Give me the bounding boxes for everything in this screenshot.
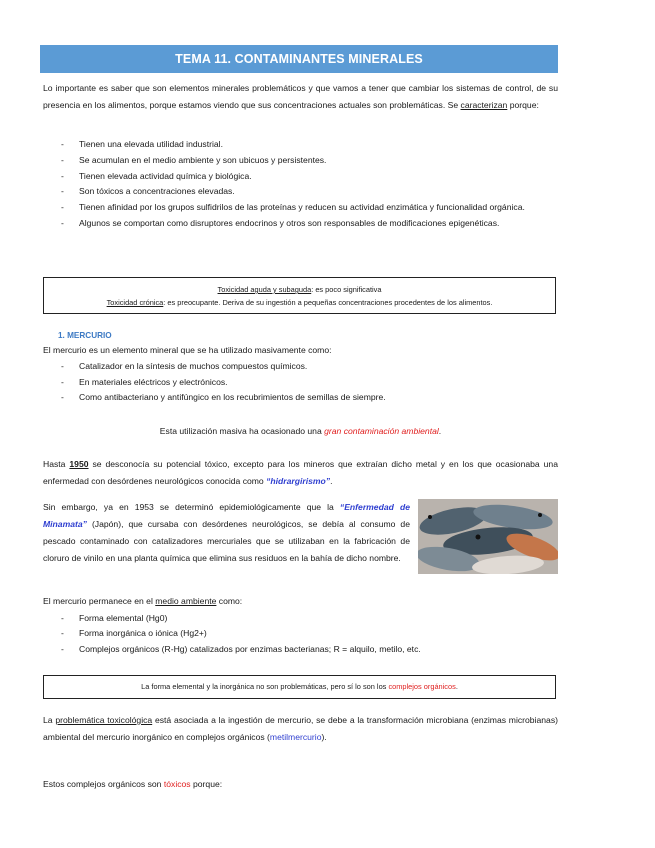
list-item: - Forma inorgánica o iónica (Hg2+)	[43, 626, 558, 641]
environment-underlined: medio ambiente	[155, 596, 217, 606]
toxicity-box	[43, 277, 556, 314]
intro-underlined: caracterizan	[460, 100, 508, 110]
intro-paragraph: Lo importante es saber que son elementos minerales problemáticos y que vamos a tener que cambiar los sistemas de control, de su presencia en los alimentos, porque estamos viendo que sus concentraciones actuales son problemáticas. Se caracterizan porque:	[43, 83, 558, 110]
fish-illustration	[418, 499, 558, 574]
list-item: - Tienen una elevada utilidad industrial.	[43, 137, 558, 153]
mercury-uses-list	[43, 359, 558, 406]
characteristics-list	[43, 137, 558, 232]
organic-toxic-line: Estos complejos orgánicos son tóxicos porque:	[43, 779, 223, 789]
list-item: - Catalizador en la síntesis de muchos compuestos químicos.	[43, 359, 558, 375]
page-title: TEMA 11. CONTAMINANTES MINERALES	[40, 45, 558, 73]
toxicology-underlined: problemática toxicológica	[55, 715, 153, 725]
list-item: - Como antibacteriano y antifúngico en los recubrimientos de semillas de siempre.	[43, 390, 558, 406]
list-item: - Se acumulan en el medio ambiente y son ubicuos y persistentes.	[43, 153, 558, 169]
list-item: - Forma elemental (Hg0)	[43, 611, 558, 626]
metilmercurio-highlight: metilmercurio	[269, 732, 322, 742]
mercury-forms-list	[43, 611, 558, 657]
toxic-highlight: tóxicos	[163, 779, 191, 789]
mercury-intro: El mercurio es un elemento mineral que se ha utilizado masivamente como:	[43, 345, 332, 355]
toxicity-acute-line: Toxicidad aguda y subaguda: es poco significativa	[217, 285, 382, 294]
list-item: - Tienen elevada actividad química y biológica.	[43, 169, 558, 185]
list-item: - En materiales eléctricos y electrónicos.	[43, 375, 558, 391]
history-paragraph: Hasta 1950 se desconocía su potencial tóxico, excepto para los mineros que extraían dicho metal y en los que ocasionaba una enfermedad con desórdenes neurológicos conocida como “hidrargirismo”.	[43, 459, 558, 486]
pollution-highlight: gran contaminación ambiental	[324, 426, 439, 436]
list-item: - Son tóxicos a concentraciones elevadas.	[43, 184, 558, 200]
massive-use-line: Esta utilización masiva ha ocasionado una gran contaminación ambiental.	[159, 426, 442, 436]
toxicology-paragraph: La problemática toxicológica está asociada a la ingestión de mercurio, se debe a la transformación microbiana (enzimas microbianas) ambiental del mercurio inorgánico en complejos orgánicos (metilmercurio).	[43, 715, 558, 742]
fish-photo	[418, 499, 558, 574]
list-item: - Tienen afinidad por los grupos sulfidrilos de las proteínas y reducen su actividad enzimática y funcionalidad orgánica.	[43, 200, 558, 216]
year-1950: 1950	[69, 459, 89, 469]
minamata-paragraph: Sin embargo, ya en 1953 se determinó epidemiológicamente que la “Enfermedad de Minamata” (Japón), que cursaba con desórdenes neurológicos, se debía al consumo de pescado contaminado con catalizadores mercuriales que se utilizaban en la fabricación de cloruro de vinilo en una planta química que elimina sus residuos en la bahía de dicho nombre.	[43, 502, 410, 563]
list-item: - Algunos se comportan como disruptores endocrinos y otros son responsables de modificaciones epigenéticas.	[43, 216, 558, 232]
environment-intro: El mercurio permanece en el medio ambiente como:	[43, 596, 243, 606]
organic-complexes-highlight: complejos orgánicos	[388, 682, 456, 691]
mercury-heading: 1. MERCURIO	[58, 331, 112, 340]
list-item: - Complejos orgánicos (R-Hg) catalizados por enzimas bacterianas; R = alquilo, metilo, etc.	[43, 642, 558, 657]
toxicity-chronic-line: Toxicidad crónica: es preocupante. Deriva de su ingestión a pequeñas concentraciones procedentes de los alimentos.	[106, 297, 493, 307]
forms-note-box: La forma elemental y la inorgánica no son problemáticas, pero sí lo son los complejos orgánicos.	[43, 675, 556, 699]
minamata-highlight: “Enfermedad de Minamata”	[43, 502, 410, 529]
hidrargirismo-highlight: “hidrargirismo”	[266, 476, 331, 486]
